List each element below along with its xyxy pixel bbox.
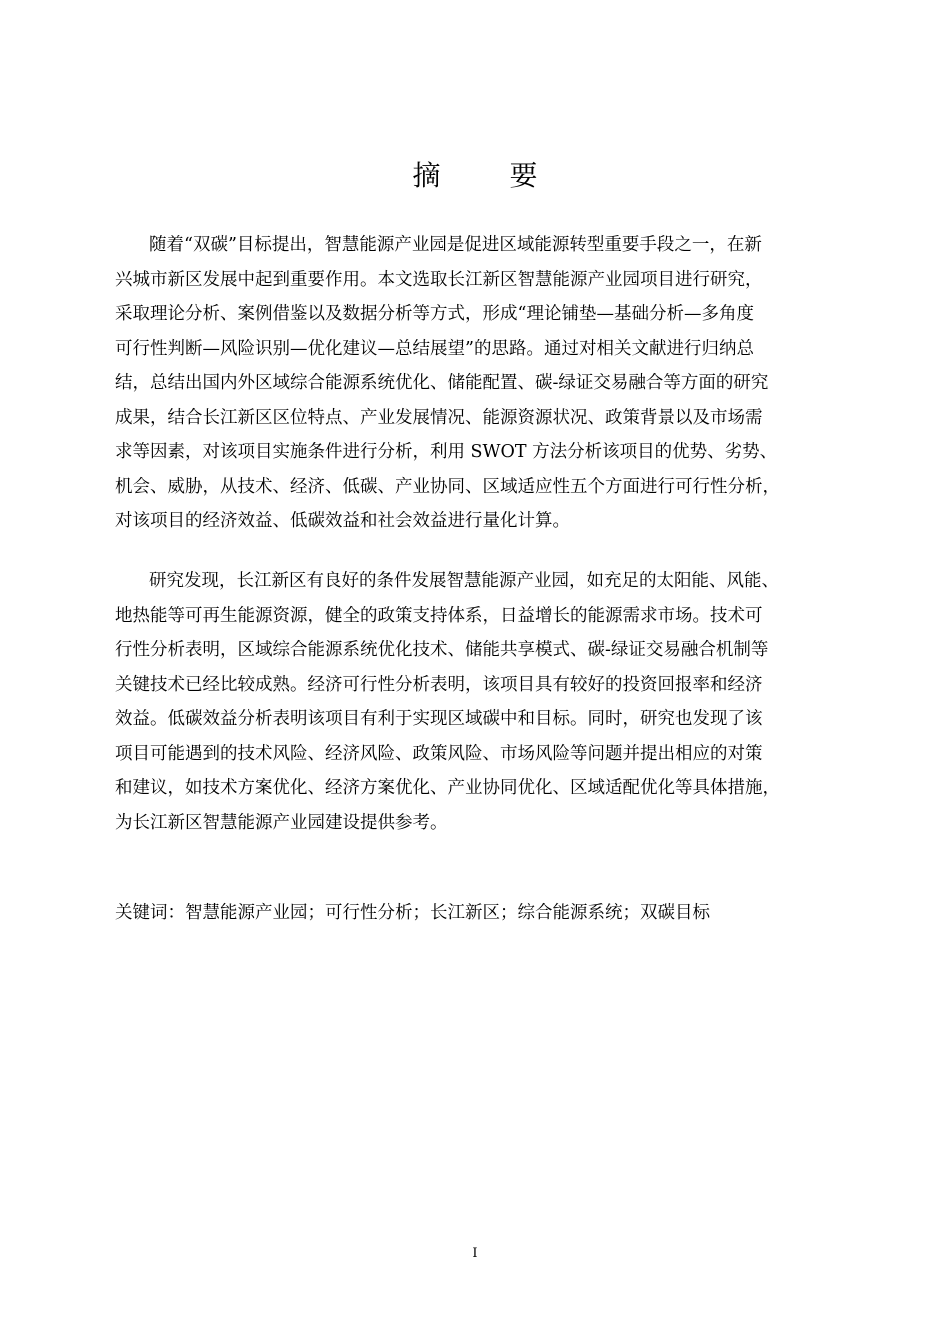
paragraph-line: 地热能等可再生能源资源，健全的政策支持体系，日益增长的能源需求市场。技术可 (115, 605, 763, 626)
abstract-title: 摘 要 (412, 159, 568, 192)
abstract-paragraph-1 (115, 228, 845, 539)
paragraph-line: 对该项目的经济效益、低碳效益和社会效益进行量化计算。 (115, 511, 570, 531)
keywords-label: 关键词： (115, 903, 185, 923)
paragraph-line: 求等因素，对该项目实施条件进行分析，利用 SWOT 方法分析该项目的优势、劣势、 (115, 442, 778, 462)
abstract-paragraph-2 (115, 564, 845, 840)
paragraph-line: 结，总结出国内外区域综合能源系统优化、储能配置、碳-绿证交易融合等方面的研究 (115, 373, 769, 393)
paragraph-line: 可行性判断—风险识别—优化建议—总结展望”的思路。通过对相关文献进行归纳总 (115, 338, 754, 359)
paragraph-line: 项目可能遇到的技术风险、经济风险、政策风险、市场风险等问题并提出相应的对策 (115, 743, 763, 764)
paragraph-line: 效益。低碳效益分析表明该项目有利于实现区域碳中和目标。同时，研究也发现了该 (115, 709, 763, 729)
paragraph-line: 成果，结合长江新区区位特点、产业发展情况、能源资源状况、政策背景以及市场需 (115, 407, 763, 428)
paragraph-line: 机会、威胁，从技术、经济、低碳、产业协同、区域适应性五个方面进行可行性分析， (115, 476, 780, 497)
paragraph-line: 研究发现，长江新区有良好的条件发展智慧能源产业园，如充足的太阳能、风能、 (149, 571, 779, 591)
keywords-line (115, 896, 845, 930)
paragraph-line: 和建议，如技术方案优化、经济方案优化、产业协同优化、区域适配优化等具体措施， (115, 778, 780, 798)
paragraph-line: 兴城市新区发展中起到重要作用。本文选取长江新区智慧能源产业园项目进行研究， (115, 269, 763, 290)
paragraph-line: 为长江新区智慧能源产业园建设提供参考。 (115, 812, 448, 833)
paragraph-line: 采取理论分析、案例借鉴以及数据分析等方式，形成“理论铺垫—基础分析—多角度 (115, 304, 754, 324)
page-number: I (472, 1246, 478, 1261)
paragraph-line: 关键技术已经比较成熟。经济可行性分析表明，该项目具有较好的投资回报率和经济 (115, 674, 763, 695)
paragraph-line: 随着“双碳”目标提出，智慧能源产业园是促进区域能源转型重要手段之一，在新 (149, 235, 762, 255)
paragraph-line: 行性分析表明，区域综合能源系统优化技术、储能共享模式、碳-绿证交易融合机制等 (115, 640, 769, 660)
keywords-value: 智慧能源产业园；可行性分析；长江新区；综合能源系统；双碳目标 (185, 903, 710, 923)
